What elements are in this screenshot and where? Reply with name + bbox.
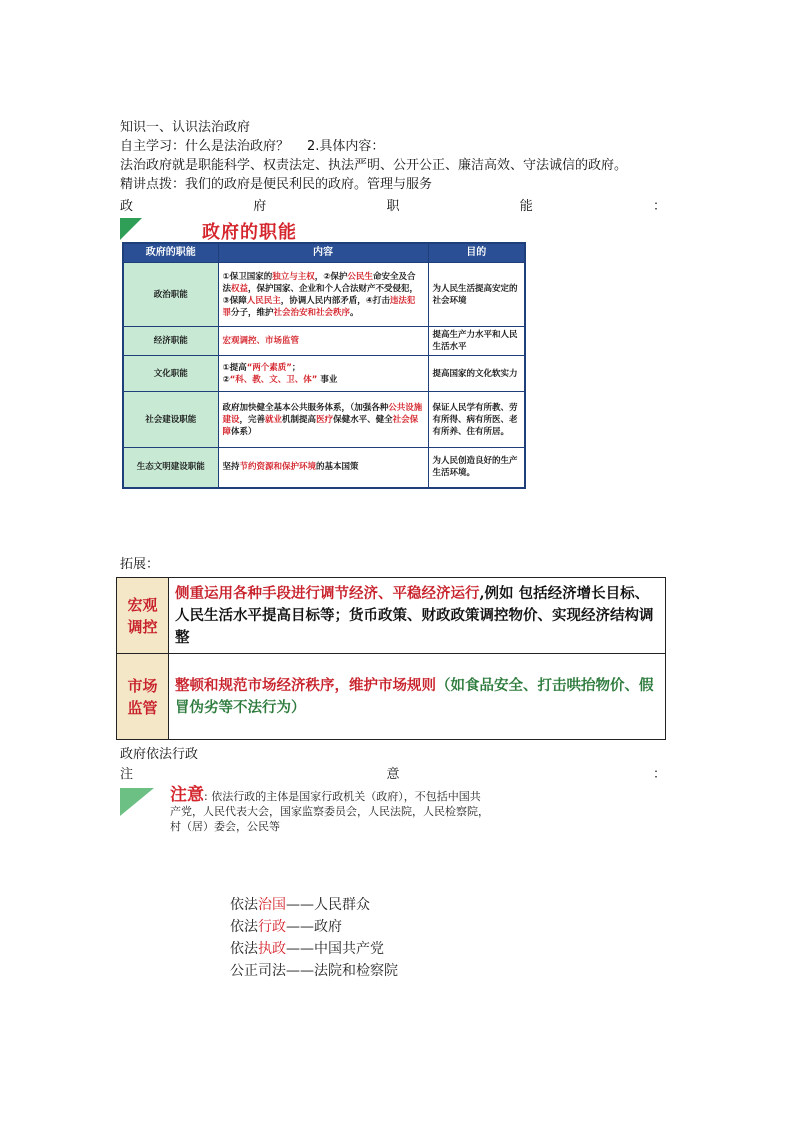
- function-row: [123, 263, 525, 327]
- rule-key: 行政: [258, 919, 286, 935]
- rule-subject: ——法院和检察院: [286, 963, 398, 979]
- text-run: 体系）: [231, 426, 257, 437]
- label-char: 政: [120, 199, 134, 214]
- label-char: ：: [652, 767, 666, 782]
- government-functions-figure: [120, 218, 526, 496]
- text-run: 公共设施建设: [222, 402, 423, 425]
- text-run: 整顿和规范市场经济秩序，维护市场规则: [175, 676, 436, 694]
- text-run: ②: [222, 374, 230, 385]
- text-run: ①保卫国家的: [222, 271, 273, 282]
- self-study-question: 自主学习：什么是法治政府？: [120, 139, 290, 154]
- rule-of-law-list: [230, 894, 398, 982]
- expansion-table: [116, 577, 666, 740]
- text-run: 独立与主权: [272, 271, 315, 282]
- note-text: [170, 785, 490, 834]
- text-run: 机制提高: [282, 414, 317, 425]
- rule-subject: ——中国共产党: [286, 941, 384, 957]
- decorative-triangle: [120, 788, 154, 816]
- text-run: 社会治安和社会秩序: [273, 307, 351, 318]
- rule-prefix: 依法: [230, 897, 258, 913]
- text-run: 事业: [317, 374, 338, 385]
- function-goal: 为人民创造良好的生产生活环境。: [428, 448, 525, 488]
- text-run: 保健水平、健全: [333, 414, 393, 425]
- text-run: 命安全及合法: [222, 271, 416, 294]
- function-content: [218, 448, 428, 488]
- function-content: [218, 392, 428, 448]
- function-content: [218, 327, 428, 356]
- note-figure: [120, 785, 490, 868]
- definition-text: 法治政府就是职能科学、权责法定、执法严明、公开公正、廉洁高效、守法诚信的政府。: [120, 158, 628, 173]
- function-name: 社会建设职能: [123, 392, 218, 448]
- text-run: 。: [350, 307, 359, 318]
- text-run: ；: [291, 362, 301, 373]
- text-run: 坚持: [222, 462, 240, 473]
- rule-subject: ——人民群众: [286, 897, 370, 913]
- header-content: 内容: [218, 243, 428, 263]
- text-run: （如食品安全、打击哄抬物价、假冒伪劣等不法行为）: [175, 676, 654, 716]
- rule-of-law-item: [230, 938, 398, 960]
- expansion-text: [169, 654, 666, 740]
- expansion-text: [169, 578, 666, 654]
- text-run: 违法犯罪: [222, 295, 416, 318]
- functions-table: [122, 242, 526, 489]
- rule-subject: ——政府: [286, 919, 342, 935]
- text-run: ，保护国家、企业和个人合法财产不受侵犯，③保障: [222, 283, 419, 306]
- function-name: 政治职能: [123, 263, 218, 327]
- text-run: 人民民主: [246, 295, 281, 306]
- rule-of-law-item: [230, 916, 398, 938]
- text-run: 分子，维护: [231, 307, 274, 318]
- function-name: 生态文明建设职能: [123, 448, 218, 488]
- function-content: [218, 356, 428, 392]
- text-run: 公民生: [347, 271, 373, 282]
- decorative-triangle: [120, 218, 142, 240]
- label-char: ：: [652, 199, 666, 214]
- text-run: 政府加快健全基本公共服务体系，（加强各种: [222, 402, 389, 413]
- text-run: “科、教、文、卫、体”: [229, 374, 318, 385]
- admin-law-title: 政府依法行政: [120, 747, 199, 762]
- note-body: : 依法行政的主体是国家行政机关（政府），不包括中国共产党，人民代表大会，国家监察委员会，人民法院，人民检察院，村（居）委会，公民等: [170, 790, 489, 833]
- expansion-row: [117, 654, 666, 740]
- rule-of-law-item: [230, 960, 398, 982]
- label-char: 职: [386, 199, 400, 214]
- function-goal: 提高生产力水平和人民生活水平: [428, 327, 525, 356]
- expansion-label: 市场监管: [117, 654, 169, 740]
- function-goal: 为人民生活提高安定的社会环境: [428, 263, 525, 327]
- label-char: 注: [120, 767, 134, 782]
- text-run: 医疗: [316, 414, 334, 425]
- function-row: [123, 356, 525, 392]
- function-row: [123, 392, 525, 448]
- function-row: [123, 327, 525, 356]
- self-study-line: [120, 138, 384, 156]
- function-content: [218, 263, 428, 327]
- rule-key: 执政: [258, 941, 286, 957]
- expansion-row: [117, 578, 666, 654]
- function-name: 文化职能: [123, 356, 218, 392]
- text-run: 宏观调控、市场监管: [222, 336, 300, 346]
- text-run: ①提高: [222, 362, 247, 373]
- expansion-label: 宏观调控: [117, 578, 169, 654]
- rule-prefix: 依法: [230, 941, 258, 957]
- function-row: [123, 448, 525, 488]
- text-run: ，②保护: [314, 271, 348, 282]
- text-run: 的基本国策: [316, 462, 359, 473]
- functions-table-header: [123, 243, 525, 263]
- label-char: 能: [519, 199, 533, 214]
- rule-prefix: 依法: [230, 919, 258, 935]
- label-char: 府: [253, 199, 267, 214]
- note-big-label: 注意: [170, 785, 204, 805]
- header-goal: 目的: [428, 243, 525, 263]
- note-label: [120, 766, 666, 784]
- text-run: 节约资源和保护环境: [239, 462, 317, 473]
- header-function: 政府的职能: [123, 243, 218, 263]
- expansion-label: 拓展：: [120, 557, 160, 572]
- section-heading: 知识一、认识法治政府: [120, 120, 251, 135]
- functions-label: [120, 198, 666, 216]
- function-name: 经济职能: [123, 327, 218, 356]
- text-run: 就业: [265, 414, 283, 425]
- rule-prefix: 公正司法: [230, 963, 286, 979]
- rule-of-law-item: [230, 894, 398, 916]
- key-point-text: 精讲点拨：我们的政府是便民利民的政府。管理与服务: [120, 177, 433, 192]
- text-run: 社会保障: [222, 414, 419, 437]
- rule-key: 治国: [258, 897, 286, 913]
- text-run: 权益: [231, 283, 249, 294]
- text-run: ，完善: [239, 414, 266, 425]
- text-run: ，协调人民内部矛盾，④打击: [280, 295, 390, 306]
- function-goal: 保证人民学有所教、劳有所得、病有所医、老有所养、住有所居。: [428, 392, 525, 448]
- text-run: 侧重运用各种手段进行调节经济、平稳经济运行: [175, 584, 480, 602]
- function-goal: 提高国家的文化软实力: [428, 356, 525, 392]
- figure-title: 政府的职能: [202, 222, 297, 243]
- text-run: ,例如 包括经济增长目标、人民生活水平提高目标等；货币政策、财政政策调控物价、实现经济结构调整: [175, 584, 654, 646]
- label-char: 意: [386, 767, 400, 782]
- content-label: 2.具体内容：: [307, 139, 385, 154]
- text-run: “两个素质”: [246, 362, 292, 373]
